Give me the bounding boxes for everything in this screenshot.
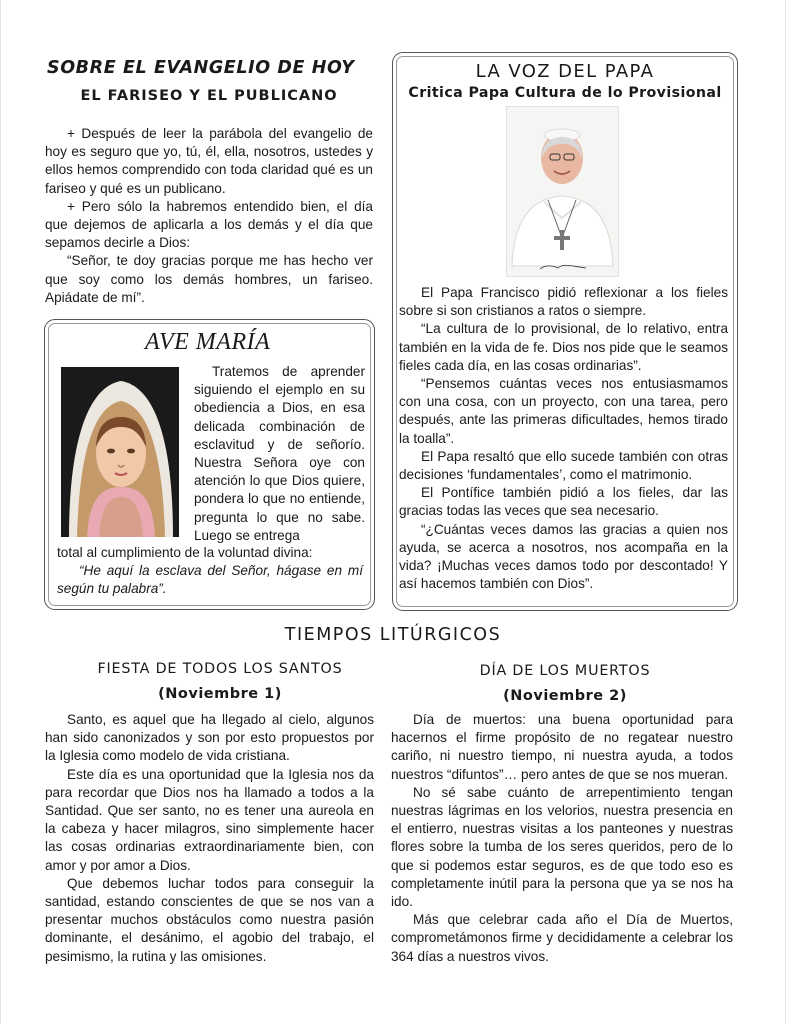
- evangelio-heading: SOBRE EL EVANGELIO DE HOY: [47, 58, 355, 78]
- santos-title: FIESTA DE TODOS LOS SANTOS: [97, 661, 343, 677]
- santos-paragraph: Que debemos luchar todos para conseguir la santidad, estando conscientes de que se nos van a presentar muchos obstáculos como nuestra pasión dominante, el desánimo, el agobio del trabajo, el pesimismo, la rutina y las omisiones.: [45, 875, 374, 964]
- santos-header: [45, 661, 395, 702]
- santos-paragraph: Santo, es aquel que ha llegado al cielo, algunos han sido canonizados y son por esto propuestos por la Iglesia como modelo de vida cristiana.: [45, 712, 374, 764]
- muertos-header: [392, 663, 738, 704]
- papa-paragraph: “Pensemos cuántas veces nos entusiasmamos con una cosa, con un proyecto, con una tarea, pero después, ante las primeras dificultades, hemos tirado la toalla”.: [399, 376, 728, 446]
- muertos-title: DÍA DE LOS MUERTOS: [479, 663, 651, 679]
- papa-paragraph: El Pontífice también pidió a los fieles, dar las gracias todas las veces que sea necesario.: [399, 485, 728, 519]
- papa-title: LA VOZ DEL PAPA: [475, 61, 655, 82]
- pope-portrait-image: [506, 106, 619, 277]
- evangelio-paragraph: + Pero sólo la habremos entendido bien, el día que dejemos de aplicarla a los demás y el día que sepamos decirle a Dios:: [45, 198, 373, 251]
- muertos-paragraph: No sé sabe cuánto de arrepentimiento tengan nuestras lágrimas en los velorios, nuestra presencia en el entierro, nuestras visitas a los panteones y nuestras flores sobre la tumba de los seres queridos, pero de lo que si podemos estar seguros, es de que todo eso es completamente inútil para la persona que ya se nos ha ido.: [391, 784, 733, 910]
- evangelio-section: [45, 58, 373, 307]
- papa-paragraph: El Papa Francisco pidió reflexionar a los fieles sobre si son cristianos a ratos o siempre.: [399, 285, 728, 319]
- ave-maria-body-end: total al cumplimiento de la voluntad divina:: [57, 545, 313, 560]
- muertos-date: (Noviembre 2): [503, 688, 627, 704]
- ave-maria-text: [194, 363, 365, 545]
- page-left-edge: [0, 0, 1, 1024]
- muertos-text: [391, 711, 733, 966]
- papa-box: [392, 52, 738, 611]
- evangelio-subheading: EL FARISEO Y EL PUBLICANO: [80, 88, 338, 104]
- papa-text: [399, 284, 728, 593]
- evangelio-paragraph: “Señor, te doy gracias porque me has hecho ver que soy como los demás hombres, un fariseo. Apiádate de mí”.: [45, 253, 373, 305]
- santos-paragraph: Este día es una oportunidad que la Iglesia nos da para recordar que Dios nos ha llamado a todos a la Santidad. Que ser santo, no es tener una aureola en la cabeza y hacer milagros, sino simplemente hacer las cosas ordinarias extraordinariamente bien, con amor y por amor a Dios.: [45, 766, 374, 873]
- muertos-paragraph: Más que celebrar cada año el Día de Muertos, comprometámonos firme y decididamente a celebrar los 364 días a nuestros vivos.: [391, 912, 733, 964]
- virgin-mary-image: [61, 367, 179, 537]
- ave-maria-quote: “He aquí la esclava del Señor, hágase en mí según tu palabra”.: [57, 563, 363, 597]
- ave-maria-box: [44, 319, 375, 610]
- tiempos-liturgicos-heading: TIEMPOS LITÚRGICOS: [284, 625, 502, 645]
- santos-date: (Noviembre 1): [158, 686, 282, 702]
- ave-maria-title: AVE MARÍA: [145, 329, 271, 355]
- papa-subtitle: Critica Papa Cultura de lo Provisional: [408, 85, 722, 101]
- muertos-paragraph: Día de muertos: una buena oportunidad para hacernos el firme propósito de no regatear nuestro cariño, ni nuestro tiempo, ni nuestra ayuda, a todos nuestros “difuntos”… pero antes de que se nos mueran.: [391, 712, 733, 782]
- evangelio-paragraph: + Después de leer la parábola del evangelio de hoy es seguro que yo, tú, él, ella, nosotros, ustedes y ellos hemos comprendido con toda claridad qué es un fariseo y qué es un publicano.: [45, 126, 373, 196]
- papa-paragraph: “¿Cuántas veces damos las gracias a quien nos ayuda, se acerca a nosotros, nos acompaña en la vida? ¡Muchas veces damos todo por descontado! Y así hacemos también con Dios”.: [399, 521, 728, 592]
- papa-paragraph: El Papa resaltó que ello sucede también con otras decisiones ‘fundamentales’, como el matrimonio.: [399, 448, 728, 483]
- papa-paragraph: “La cultura de lo provisional, de lo relativo, entra también en la vida de fe. Dios nos pide que le seamos fieles cada día, en las cosas ordinarias”.: [399, 321, 728, 373]
- ave-maria-bottom: [57, 544, 363, 599]
- ave-maria-body: Tratemos de aprender siguiendo el ejemplo en su obediencia a Dios, en esa delicada combinación de esclavitud y de señorío. Nuestra Señora oye con atención lo que Dios quiere, pondera lo que no entiende, pregunta lo que no sabe. Luego se entrega: [194, 364, 365, 543]
- evangelio-text: [45, 125, 373, 307]
- santos-text: [45, 711, 374, 966]
